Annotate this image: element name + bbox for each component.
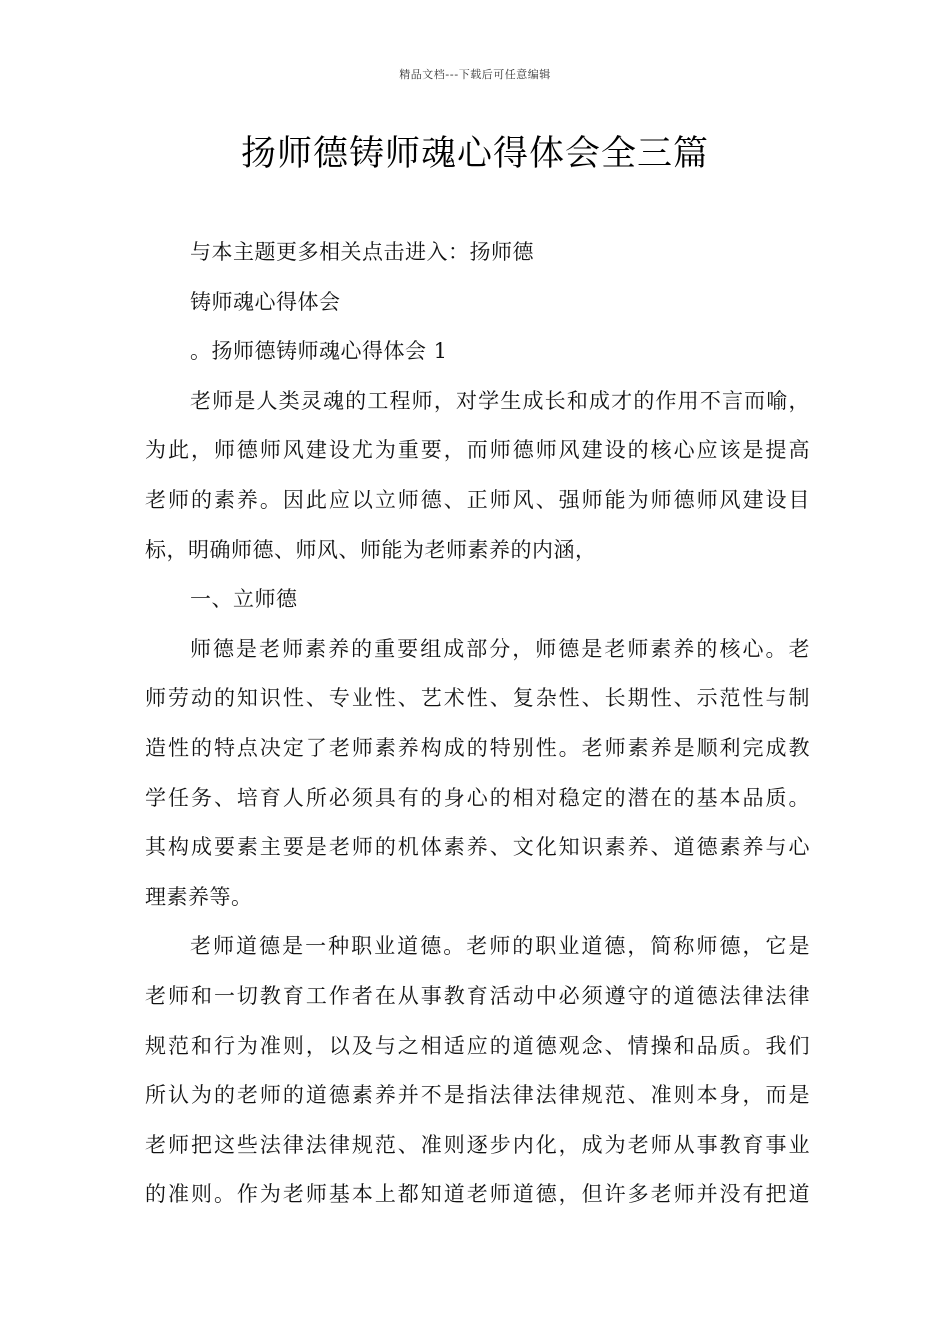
paragraph-line: 所认为的老师的道德素养并不是指法律法律规范、准则本身，而是 bbox=[145, 1083, 810, 1108]
paragraph-line: 理素养等。 bbox=[145, 884, 253, 909]
topic-link-line-continued: 铸师魂心得体会 bbox=[190, 289, 341, 314]
paragraph-line: 标，明确师德、师风、师能为老师素养的内涵， bbox=[145, 537, 597, 562]
paragraph-line: 师劳动的知识性、专业性、艺术性、复杂性、长期性、示范性与制 bbox=[145, 686, 810, 711]
paragraph-line: 为此，师德师风建设尤为重要，而师德师风建设的核心应该是提高 bbox=[145, 438, 810, 463]
document-body bbox=[145, 228, 810, 1220]
page-title: 扬师德铸师魂心得体会全三篇 bbox=[240, 134, 709, 174]
paragraph-line: 规范和行为准则，以及与之相适应的道德观念、情操和品质。我们 bbox=[145, 1033, 810, 1058]
paragraph-line: 老师把这些法律法律规范、准则逐步内化，成为老师从事教育事业 bbox=[145, 1132, 810, 1157]
paragraph-line: 老师的素养。因此应以立师德、正师风、强师能为师德师风建设目 bbox=[145, 487, 810, 512]
paragraph-line: 其构成要素主要是老师的机体素养、文化知识素养、道德素养与心 bbox=[145, 835, 810, 860]
subheading: 一、立师德 bbox=[190, 587, 298, 612]
paragraph-line: 师德是老师素养的重要组成部分，师德是老师素养的核心。老 bbox=[190, 636, 810, 661]
paragraph-line: 老师道德是一种职业道德。老师的职业道德，简称师德，它是 bbox=[190, 934, 810, 959]
paragraph-line: 的准则。作为老师基本上都知道老师道德，但许多老师并没有把道 bbox=[145, 1182, 810, 1207]
paragraph-line: 造性的特点决定了老师素养构成的特别性。老师素养是顺利完成教 bbox=[145, 735, 810, 760]
paragraph-line: 老师和一切教育工作者在从事教育活动中必须遵守的道德法律法律 bbox=[145, 983, 810, 1008]
paragraph-line: 老师是人类灵魂的工程师，对学生成长和成才的作用不言而喻， bbox=[190, 388, 810, 413]
page-header-note: 精品文档---下载后可任意编辑 bbox=[399, 68, 551, 81]
topic-link-line: 与本主题更多相关点击进入：扬师德 bbox=[190, 240, 534, 264]
section-heading: 。扬师德铸师魂心得体会 1 bbox=[190, 339, 448, 364]
paragraph-line: 学任务、培育人所必须具有的身心的相对稳定的潜在的基本品质。 bbox=[145, 785, 810, 810]
